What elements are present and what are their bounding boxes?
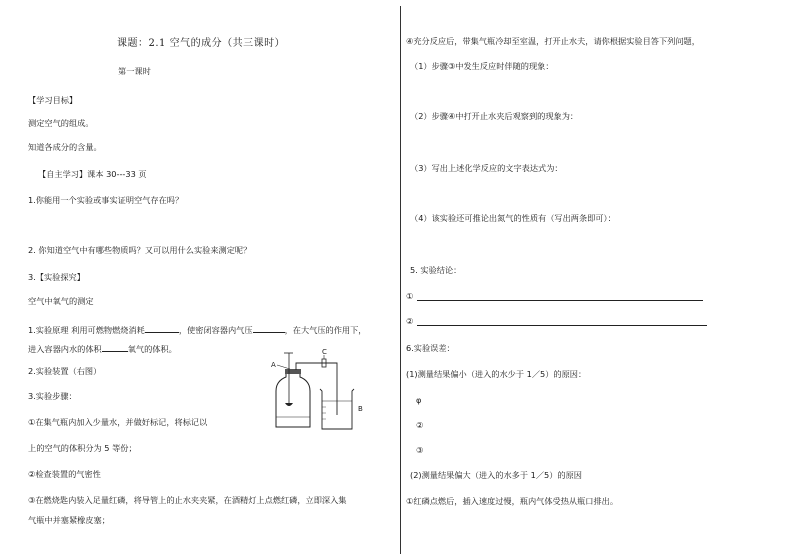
blank-equal[interactable] (102, 343, 128, 352)
error-header: 6.实验误差： (406, 343, 455, 353)
conclusion-2-marker: ② (406, 316, 414, 326)
right-question-4: （4）该实验还可推论出氮气的性质有（写出两条即可）： (410, 213, 616, 223)
error-low-marker-2: ② (416, 420, 424, 430)
step-1b: 上的空气的体积分为 5 等份； (28, 443, 137, 453)
column-divider (400, 6, 401, 554)
conclusion-2-line[interactable] (417, 325, 707, 326)
conclusion-header: 5. 实验结论： (410, 265, 462, 275)
blank-pressure[interactable] (253, 324, 285, 333)
principle-text-b: ，使密闭容器内气压 (178, 325, 253, 335)
step-3b: 气瓶中并塞紧橡皮塞； (28, 515, 110, 525)
blank-consumed[interactable] (145, 324, 179, 333)
explore-header: 3.【实验探究】 (28, 272, 85, 282)
question-2: 2. 你知道空气中有哪些物质吗？又可以用什么实验来测定呢？ (28, 245, 252, 255)
glass-tube (296, 363, 337, 415)
self-study: 【自主学习】课本 30---33 页 (38, 169, 147, 179)
step-3a: ③在燃烧匙内装入足量红磷，将导管上的止水夹夹紧，在酒精灯上点燃红磷，立即深入集 (28, 495, 347, 505)
page-title: 课题：2.1 空气的成分（共三课时） (117, 38, 286, 49)
apparatus-diagram (262, 343, 372, 433)
principle-text-a: 1.实验原理 利用可燃物燃烧消耗 (28, 325, 145, 335)
step-1a: ①在集气瓶内加入少量水，并做好标记，将标记以 (28, 417, 208, 427)
error-high-1: ①红磷点燃后，插入速度过慢，瓶内气体受热从瓶口排出。 (406, 496, 619, 506)
goal-1: 测定空气的组成。 (28, 118, 94, 128)
conclusion-1-line[interactable] (417, 300, 703, 301)
gas-bottle (276, 373, 310, 427)
error-high: (2)测量结果偏大（进入的水多于 1／5）的原因 (410, 470, 582, 480)
combustion-spoon-cup (285, 403, 293, 406)
goal-2: 知道各成分的含量。 (28, 142, 102, 152)
principle-text-d: 进入容器内水的体积 (28, 344, 102, 354)
right-question-1: （1）步骤③中发生反应时伴随的现象： (410, 61, 554, 71)
principle-text-e: 氧气的体积。 (127, 344, 177, 354)
right-question-2: （2）步骤④中打开止水夹后观察到的现象为： (410, 111, 579, 121)
steps-label: 3.实验步骤： (28, 391, 77, 401)
label-a: A (271, 361, 276, 369)
question-1: 1.你能用一个实验或事实证明空气存在吗？ (28, 195, 184, 205)
lesson-label: 第一课时 (118, 66, 151, 76)
principle-line-2 (28, 343, 177, 355)
label-b: B (358, 405, 363, 413)
step-4: ④充分反应后，带集气瓶冷却至室温，打开止水夫，请你根据实验目答下列问题， (406, 36, 700, 46)
label-a-pointer (277, 365, 290, 369)
principle-text-c: ，在大气压的作用下， (284, 325, 367, 335)
oxygen-heading: 空气中氧气的测定 (28, 296, 94, 306)
error-low-marker-1: φ (416, 395, 422, 405)
error-low: (1)测量结果偏小（进入的水少于 1／5）的原因： (406, 369, 587, 379)
device-label: 2.实验装置（右图） (28, 366, 102, 376)
learning-goals-header: 【学习目标】 (28, 95, 78, 105)
error-low-marker-3: ③ (416, 445, 424, 455)
principle-line-1 (28, 324, 366, 336)
step-2: ②检查装置的气密性 (28, 469, 101, 479)
right-question-3: （3）写出上述化学反应的文字表达式为： (410, 163, 563, 173)
conclusion-1-marker: ① (406, 291, 414, 301)
rubber-stopper (285, 369, 301, 374)
label-c: C (322, 348, 327, 356)
